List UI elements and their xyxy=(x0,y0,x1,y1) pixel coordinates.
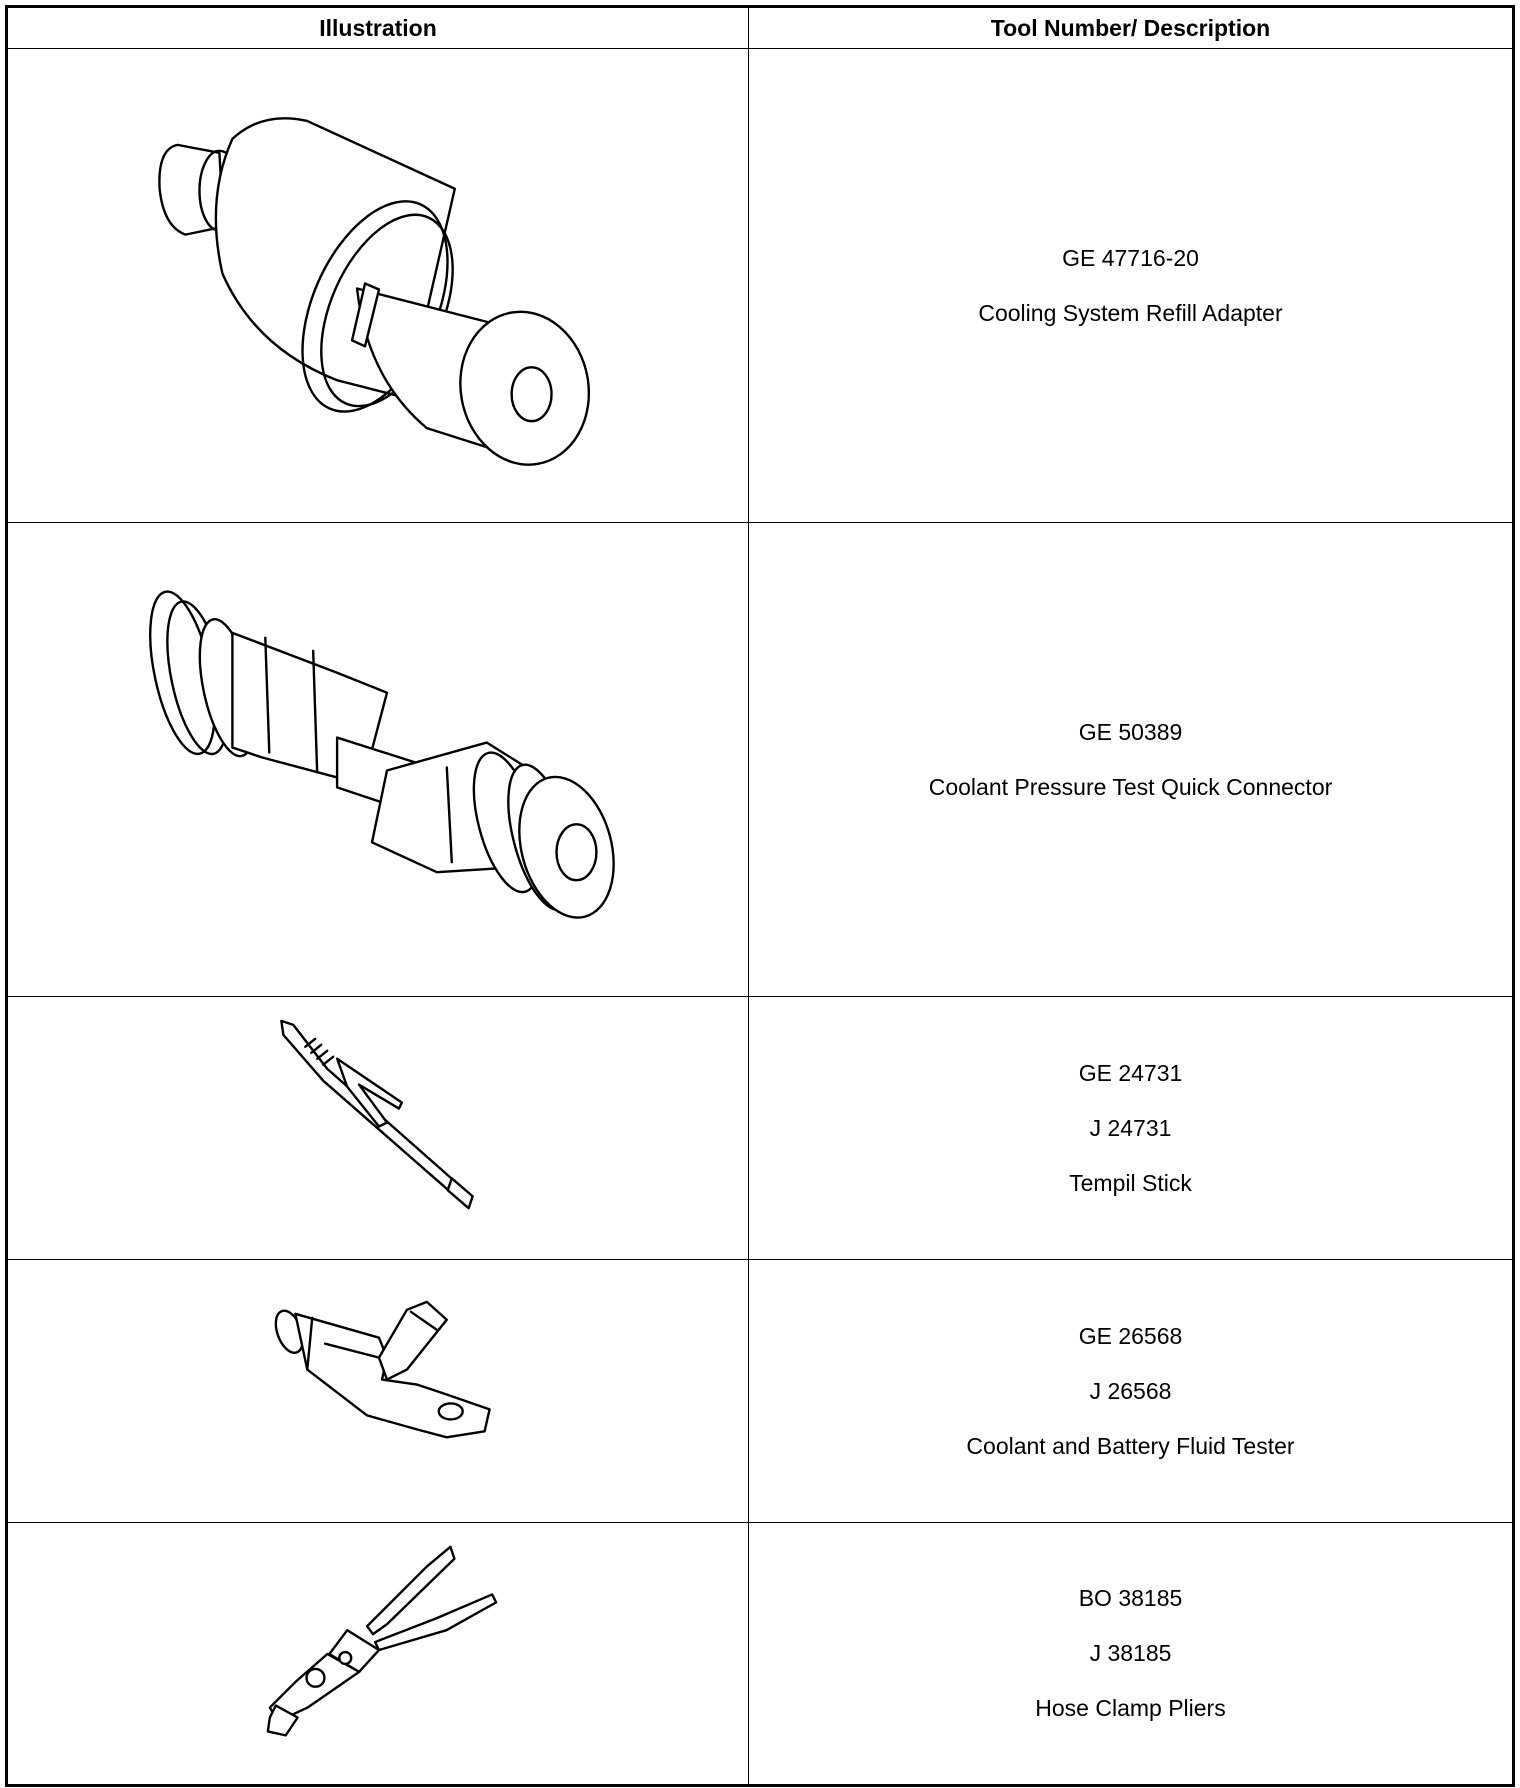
illustration-cell xyxy=(7,997,749,1260)
table-row xyxy=(7,49,1514,523)
tool-description: Cooling System Refill Adapter xyxy=(978,299,1283,326)
illustration-cell xyxy=(7,523,749,997)
alt-tool-number: J 38185 xyxy=(1089,1640,1172,1666)
description-cell xyxy=(749,523,1514,997)
illustration-column-header: Illustration xyxy=(7,7,749,49)
description-cell xyxy=(749,997,1514,1260)
illustration-cell xyxy=(7,49,749,523)
description-cell xyxy=(749,49,1514,523)
description-cell xyxy=(749,1260,1514,1523)
tool-description: Coolant and Battery Fluid Tester xyxy=(966,1432,1295,1459)
table-row xyxy=(7,523,1514,997)
table-row xyxy=(7,1260,1514,1523)
description-column-header: Tool Number/ Description xyxy=(749,7,1514,49)
illustration-cell xyxy=(7,1523,749,1786)
illustration-cell xyxy=(7,1260,749,1523)
refill-adapter-illustration xyxy=(8,49,748,522)
special-tools-table xyxy=(5,5,1515,1787)
table-header-row xyxy=(7,7,1514,49)
alt-tool-number: J 24731 xyxy=(1089,1114,1172,1141)
tempil-stick-illustration xyxy=(8,997,748,1259)
tool-number: GE 50389 xyxy=(1078,718,1183,745)
fluid-tester-illustration xyxy=(8,1260,748,1522)
alt-tool-number: J 26568 xyxy=(1089,1377,1172,1404)
tool-number: BO 38185 xyxy=(1078,1585,1183,1611)
table-row xyxy=(7,1523,1514,1786)
quick-connector-illustration xyxy=(8,523,748,996)
tool-number: GE 24731 xyxy=(1078,1059,1183,1086)
tool-description: Hose Clamp Pliers xyxy=(1035,1695,1226,1721)
hose-clamp-pliers-illustration xyxy=(8,1523,748,1784)
tool-description: Tempil Stick xyxy=(1069,1169,1192,1196)
tool-number: GE 47716-20 xyxy=(1062,244,1199,271)
description-cell xyxy=(749,1523,1514,1786)
tool-number: GE 26568 xyxy=(1078,1322,1183,1349)
tool-description: Coolant Pressure Test Quick Connector xyxy=(928,773,1333,800)
table-row xyxy=(7,997,1514,1260)
